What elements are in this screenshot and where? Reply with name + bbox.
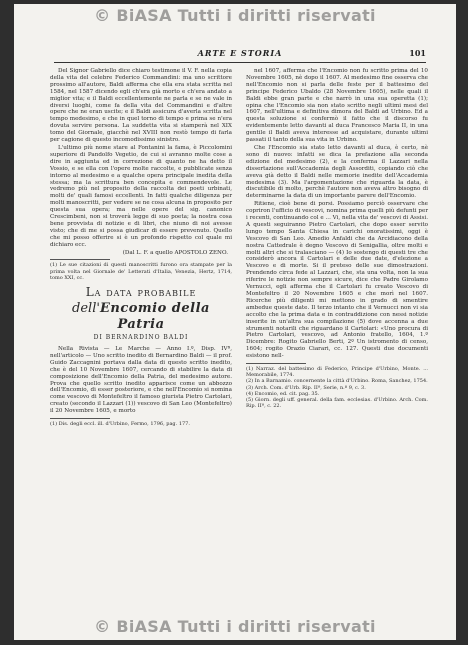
watermark-bottom: © BiASA Tutti i diritti riservati [94, 617, 376, 636]
article-title: La data probabile [85, 285, 197, 300]
right-paragraph-1: nel 1607, afferma che l'Encomio non fu scritto prima del 10 Novembre 1605, nè dopo il 1607. Al medesimo fine osserva che nell'Encomio non si parla delle feste per il battesimo del principe Federico Ubaldo (28 Novembre 1605), nelle quali il Baldi ebbe gran parte e che narrò in una sua operetta (1); opina che l'Encomio sia non stato scritto negli ultimi mesi del 1607, nell'ultima e definitiva dimora del Baldi ad Urbino. Ed a questa soluzione si confermò il fatto che il discorso fu evidentemente letto davanti al duca Francesco Maria II, in una gentile il Baldi aveva interesse ad acquistare, durante ultimi passati il tanto della sua vita in Urbino. [246, 68, 428, 144]
left-column [50, 68, 232, 428]
right-paragraph-3: Ritiene, cioè bene di porsi. Possiamo perciò osservare che copriron l'ufficio di vescovi, nomina prima quelli più defunti per i recenti, continuando col e ... Vi, nella vita de' vescovi di Assisi. A questi seguiranno Pietro Cartolari, che dopo esser servito lungo tempo Santa Chiesa in carichi onoratissimi, oggi è Vescovo di San Leo. Amedio Anfaldi che da Arcidiacono della nostra Cattedrale è degno Vescovo di Senigallia, oltre molti e molti altri che si tralasciano — (4) Io sostengo di questi tre che considerò ancora il Cartolari e delle due date, d'elezione a Vescovo e di morte. Si il preteso delle sue dimostrazioni. Prendendo circa fede al Lazzari, che, sta una volta, non la sua riferire le notizie non sempre sicure, dice che Padre Girolamo Vernucci, egli afferma che il Cartolari fu creato Vescovo di Montefeltro il 20 Novembre 1605 e che morì nel 1607. Ricerche più diligenti mi mettono in grado di smentire ambedue queste date. Il terzo intanto che il Vernucci non vi sia accolto che la prima data e in contraddizione con nessi notizie inserite in un'altra sua compilazione (5) dove accenna a due strumenti notarili che riguardano il Cartolari: «Uno procura di Pietro Cartolari, vescovo, ad Antonio fratello, 1604, 1.º Dicembre: Rogito Gabriello Berti, 2º Un istromento di censo, 1604; rogito Orazio Ciarari, cc. 127. Questi due documenti esistono nell- [246, 201, 428, 360]
footnote-rule [50, 259, 110, 260]
footnote-rule-right [246, 363, 306, 364]
article-byline: DI BERNARDINO BALDI [93, 334, 189, 342]
article-subtitle [50, 301, 232, 333]
header-title: ARTE E STORIA [197, 48, 283, 58]
right-column [246, 68, 428, 410]
footnote-rule-2 [50, 418, 110, 419]
document-page [14, 4, 456, 640]
left-paragraph-2: L'ultimo più nome stare al Fontanini la fama, è Piccolomini superiore di Pandolfo Vegetio, de cui si avranno molte cose a dire in aggiunta ed in correzione di quanto ne ha detto il Vossio, e se ella con l'opere molte raccolte, e pubblicate senza intorno al medesimo e a qualche opera principale inedita della stessa; ma la scrittura ben concepita e commendevole. Le vedremo più nel proposito della raccolta dei poeti urbinati, molti de' quali famosi eccellenti. In fatti qualche diligenza per molti manoscritti, per vedere se ne cosa alcuna in proposito per questa sua opera; ma nelle opere del sig. canonico Crescimbeni, non si troverà legge di suo poeta; la nostra cosa bene provvista di notizie e di libri, che niuno di noi avesse visto; che di me si possa giudicar di essere prevenuto. Quello che mi posso offerire si è un profondo rispetto col quale mi dichiaro ecc. [50, 144, 232, 248]
article-subtitle-prefix: dell' [72, 301, 100, 317]
left-paragraph-3: Nella Rivista — Le Marche — Anno I.º, Disp. IVª, nell'articolo — Uno scritto inedito di Bernardino Baldi — il prof. Guido Zaccagnini portava dalla data di questo scritto inedito, che è del 10 Novembre 1607, cercando di stabilire la data di composizione dell'Encomio della Patria, del medesimo autore. Prova che quello scritto inedito apparisce come un abbozzo dell'Encomio, di esser posteriore, e che nell'Encomio si nomina come vescovo di Montefeltro il famoso giurista Pietro Cartolari, creato (secondo il Lazzari (1)) vescovo di San Leo (Montefeltro) il 20 Novembre 1605, e morto [50, 345, 232, 415]
footnote-left-2: (1) Dis. degli eccl. ill. d'Urbino, Fermo, 1796, pag. 177. [50, 421, 190, 428]
signature: (Dal L. F. a quello APOSTOLO ZENO. [122, 249, 228, 256]
right-paragraph-2: Che l'Encomio sia stato letto davanti al duca, è certo, nè sono di nuovo: infatti se dica la prefazione alla seconda edizione del medesimo (2), e la conferma il Lazzari nella dissertazione sull'Accademia degli Assorditi, copiando ciò che aveva già detto il Baldi nelle memorie inedite dell'Accademia medesima (3). Ma l'argomentazione che riguarda la data, è discutibile di molto, perchè l'autore non aveva altro bisogno di determinarne la data di un importante parere dell'Encomio. [246, 144, 428, 200]
watermark-top: © BiASA Tutti i diritti riservati [94, 6, 376, 25]
left-paragraph-1: Del Signor Gabriello dice chiaro testimone il V. F. nella copia della vita del celebre Federico Commandini: ma uno scrittore prossimo all'autore, Baldi afferma che ella era stata scritta nel 1584, nel 1587 dicendo egli ch'era già morto e ch'era andato a miglior vita; e il Baldi eccellentemente ne parla e se ne vale in diversi luoghi, come fa della vita del Commandini e d'altre opere che ne eran uscite; e il Baldi assicura d'averla scritta nel tempo medesimo, e che in quel torno di tempo e prima se n'era dovuta servire persona. La suddetta vita si stamperà nel XIX tomo del Giornale, giacchè nel XVIII non restò tempo di farla per cagione di questo incomodissimo sinistro. [50, 68, 232, 144]
footnotes-right: (1) Narraz. del battesimo di Federico, Principe d'Urbino, Monte. ... Memorabile, 1774. (2) In a Barnamio. concernente la città d'Urbino. Roma, Sanchez, 1754. (3) Arch. Com. d'Urb. Rip. IIª, Serie, n.º 9, c. 3. (4) Encomio, ed. cit. pag. 35. (5) Giorn. degli uff. general. della fam. ecclesias. d'Urbino. Arch. Com. Rip. IIª, c. 22. [246, 366, 428, 410]
page-number: 101 [409, 48, 426, 58]
article-subtitle-main: Encomio della Patria [99, 301, 210, 333]
running-header [54, 48, 426, 63]
footnote-left-1: (1) Le sue citazioni di questi manoscritti furono ora stampate per la prima volta nel Giornale de' Letterati d'Italia, Venezia, Hertz, 1714, tomo XXI, cc. [50, 262, 232, 281]
